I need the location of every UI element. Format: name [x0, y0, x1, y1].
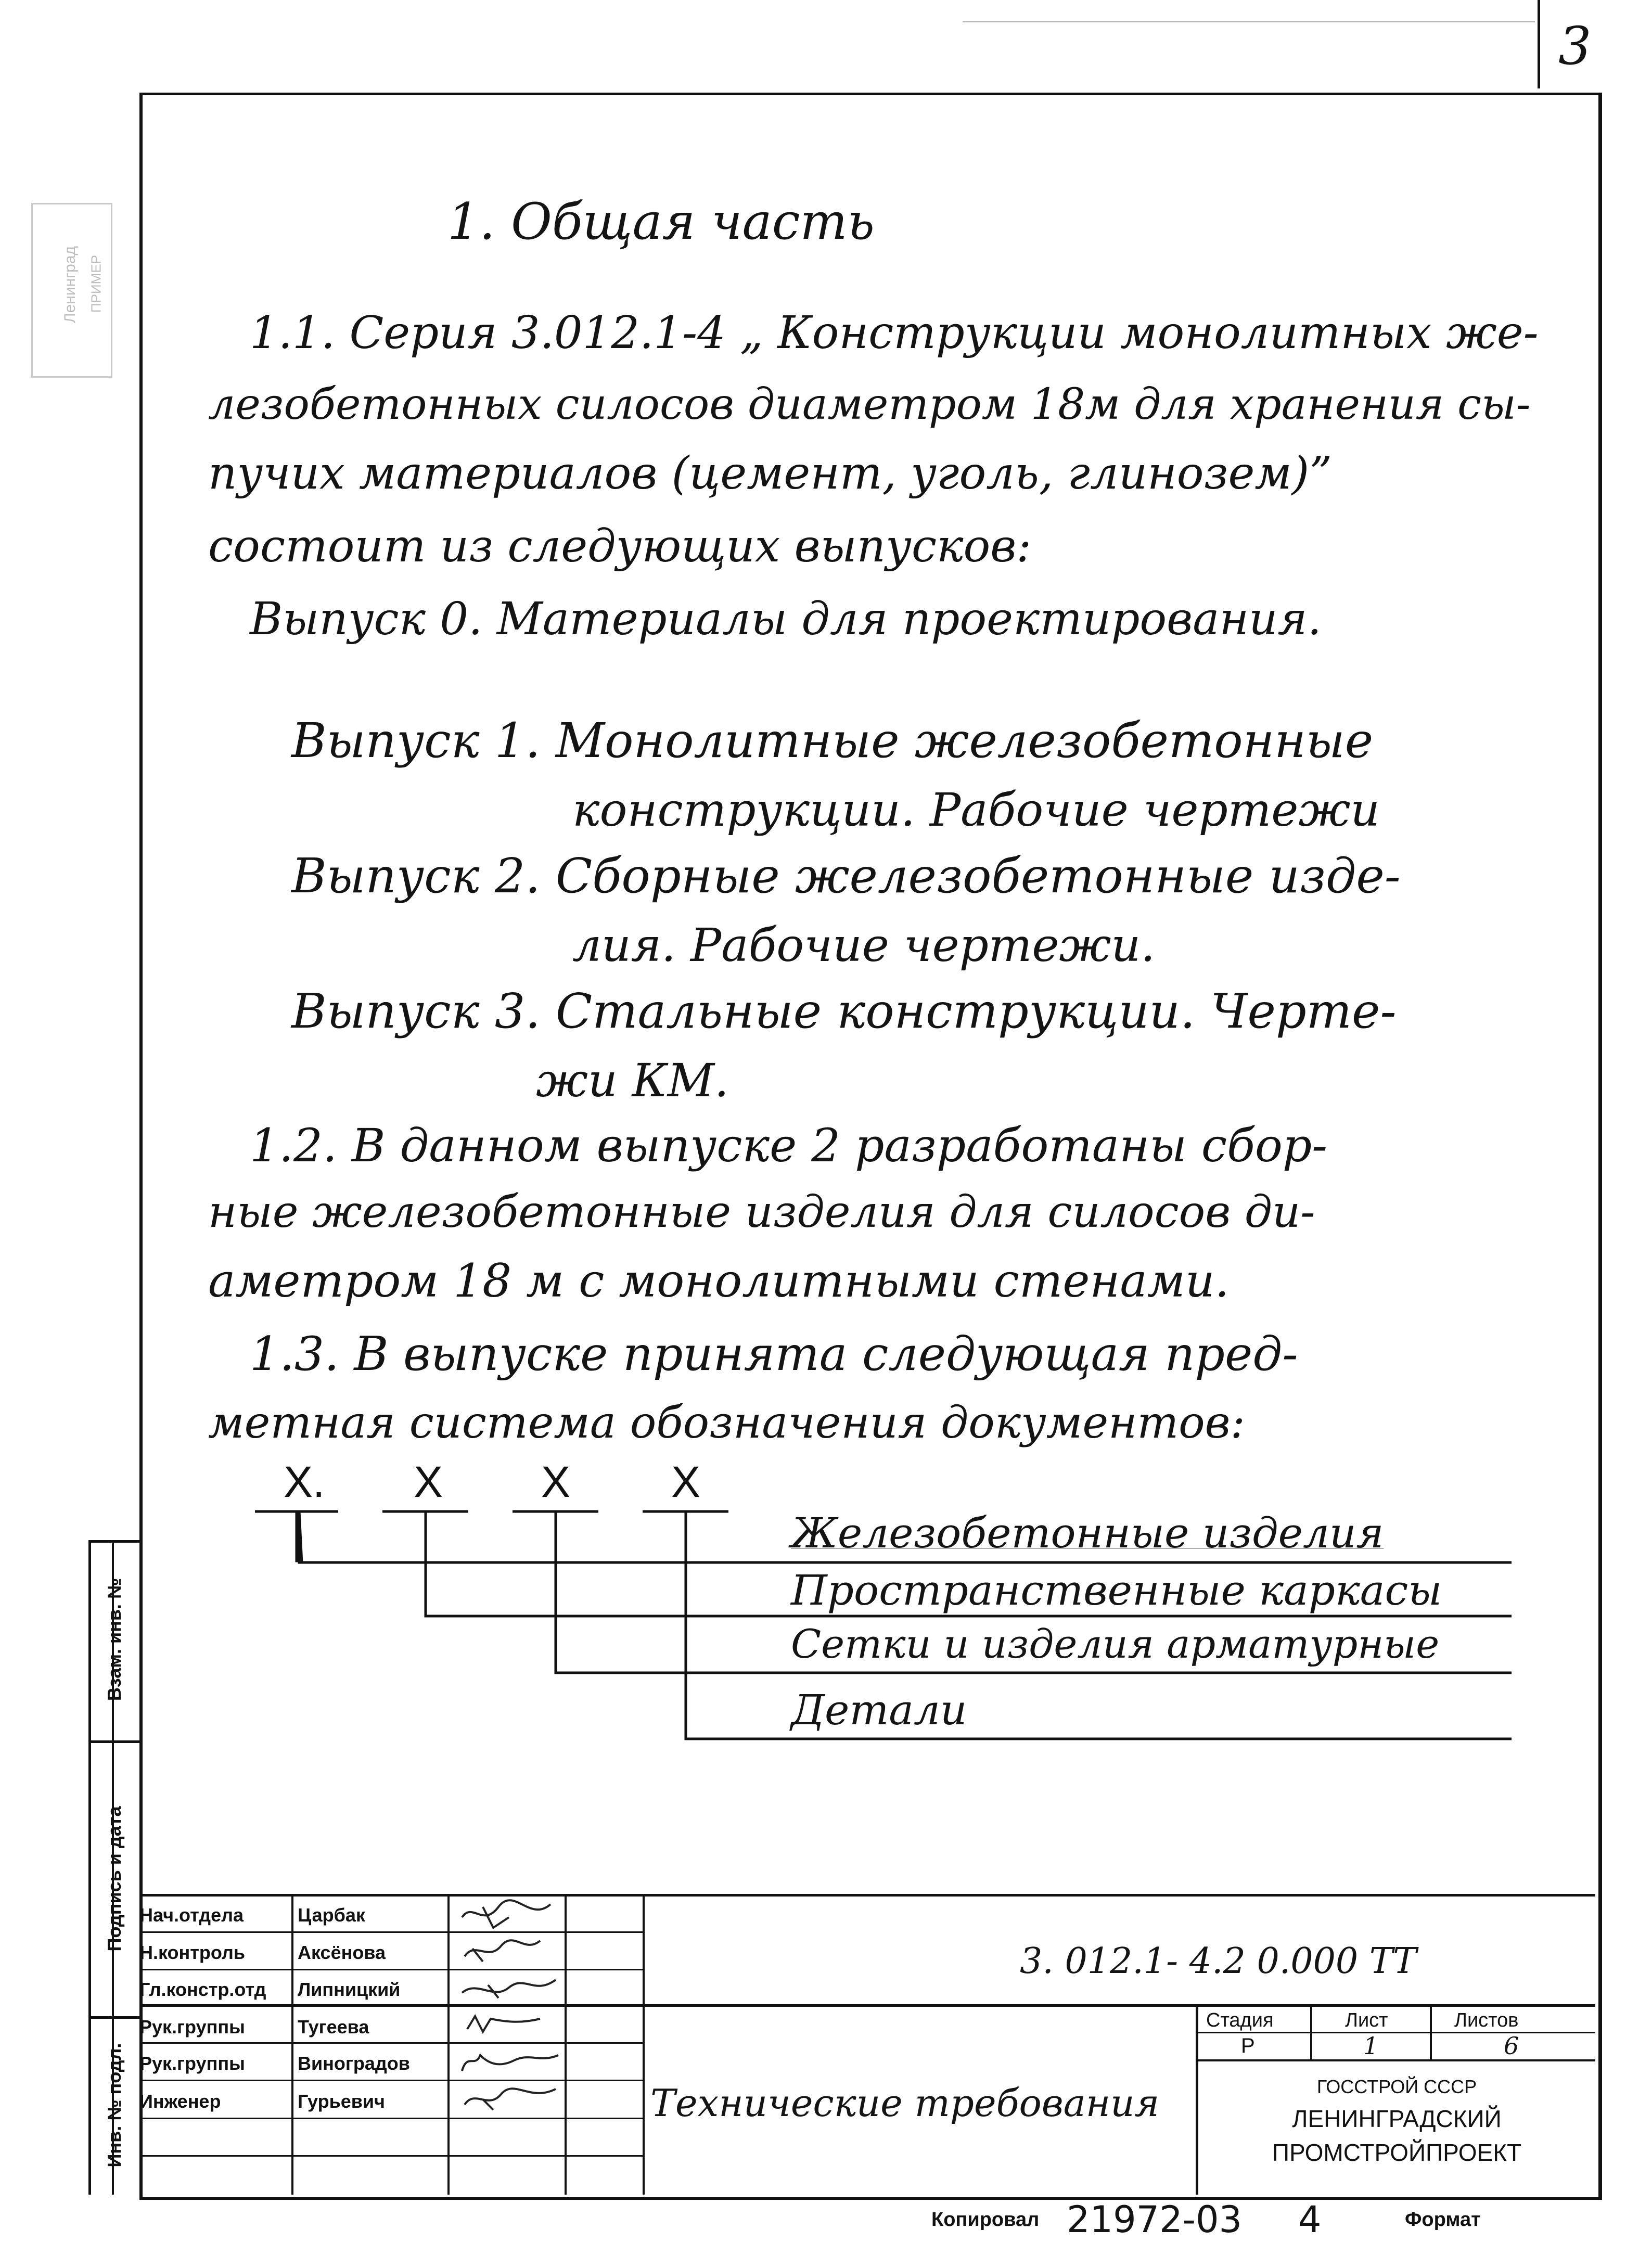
side-archive-stamp: Ленинград ПРИМЕР	[31, 203, 109, 375]
text-line-6: Выпуск 1. Монолитные железобетонные	[291, 713, 1374, 768]
sheets-value: 6	[1504, 2032, 1519, 2060]
text-line-12: 1.2. В данном выпуске 2 разработаны сбор-	[250, 1119, 1327, 1172]
name-1: Царбак	[298, 1904, 365, 1926]
role-3: Гл.констр.отд	[139, 1979, 266, 2000]
scheme-symbol-1: X.	[284, 1457, 325, 1506]
text-line-9: лия. Рабочие чертежи.	[572, 918, 1156, 972]
text-line-5: Выпуск 0. Материалы для проектирования.	[250, 593, 1322, 645]
copy-suffix: 4	[1298, 2198, 1322, 2241]
scheme-label-2: Пространственные каркасы	[791, 1566, 1442, 1614]
name-5: Виноградов	[298, 2053, 410, 2074]
scheme-label-3: Сетки и изделия арматурные	[791, 1621, 1440, 1667]
text-line-8: Выпуск 2. Сборные железобетонные изде-	[291, 848, 1401, 904]
side-label-original-inv: Инв. № подл.	[104, 2043, 125, 2168]
document-title: Технические требования	[650, 2081, 1160, 2125]
scheme-symbol-2: X	[414, 1457, 443, 1506]
role-2: Н.контроль	[139, 1942, 245, 1963]
copy-number: 21972-03	[1067, 2198, 1243, 2241]
name-3: Липницкий	[298, 1979, 401, 2000]
text-line-10: Выпуск 3. Стальные конструкции. Черте-	[291, 983, 1397, 1039]
stage-header: Стадия	[1206, 2009, 1274, 2031]
org-line-3: ПРОМСТРОЙПРОЕКТ	[1272, 2139, 1522, 2166]
sheet-header: Лист	[1345, 2009, 1388, 2031]
copied-label: Копировал	[931, 2209, 1040, 2231]
org-line-2: ЛЕНИНГРАДСКИЙ	[1292, 2105, 1502, 2132]
text-line-3: пучих материалов (цемент, уголь, глинозем)”	[208, 447, 1333, 499]
text-line-11: жи КМ.	[536, 1054, 729, 1107]
role-4: Рук.группы	[139, 2016, 245, 2038]
stage-value: Р	[1241, 2034, 1255, 2057]
scheme-symbol-3: X	[541, 1457, 571, 1506]
role-5: Рук.группы	[139, 2053, 245, 2074]
page-number: 3	[1558, 16, 1592, 76]
text-line-13: ные железобетонные изделия для силосов ди-	[208, 1186, 1315, 1237]
sheet-value: 1	[1363, 2032, 1379, 2060]
name-6: Гурьевич	[298, 2091, 385, 2112]
org-line-1: ГОССТРОЙ СССР	[1316, 2076, 1477, 2097]
text-line-7: конструкции. Рабочие чертежи	[572, 783, 1380, 837]
section-title: 1. Общая часть	[447, 193, 875, 251]
sheets-header: Листов	[1454, 2009, 1519, 2031]
scheme-symbol-4: X	[671, 1457, 701, 1506]
text-line-2: лезобетонных силосов диаметром 18м для хранения сы-	[208, 380, 1531, 429]
name-4: Тугеева	[298, 2016, 369, 2038]
text-line-16: метная система обозначения документов:	[208, 1397, 1245, 1448]
scheme-label-1: Железобетонные изделия	[791, 1509, 1384, 1557]
document-code: 3. 012.1- 4.2 0.000 ТТ	[1020, 1941, 1417, 1982]
text-line-15: 1.3. В выпуске принята следующая пред-	[250, 1327, 1298, 1381]
side-label-signature-date: Подпись и дата	[104, 1806, 125, 1952]
signatures	[452, 1897, 564, 2120]
format-label: Формат	[1405, 2209, 1481, 2231]
scheme-label-4: Детали	[791, 1686, 967, 1734]
text-line-14: аметром 18 м с монолитными стенами.	[208, 1254, 1230, 1308]
name-2: Аксёнова	[298, 1942, 386, 1963]
text-line-4: состоит из следующих выпусков:	[208, 520, 1032, 572]
role-6: Инженер	[139, 2091, 221, 2112]
text-line-1: 1.1. Серия 3.012.1-4 „ Конструкции монолитных же-	[250, 307, 1539, 359]
side-label-replacement: Взам. инв. №	[104, 1578, 125, 1701]
role-1: Нач.отдела	[139, 1904, 244, 1926]
